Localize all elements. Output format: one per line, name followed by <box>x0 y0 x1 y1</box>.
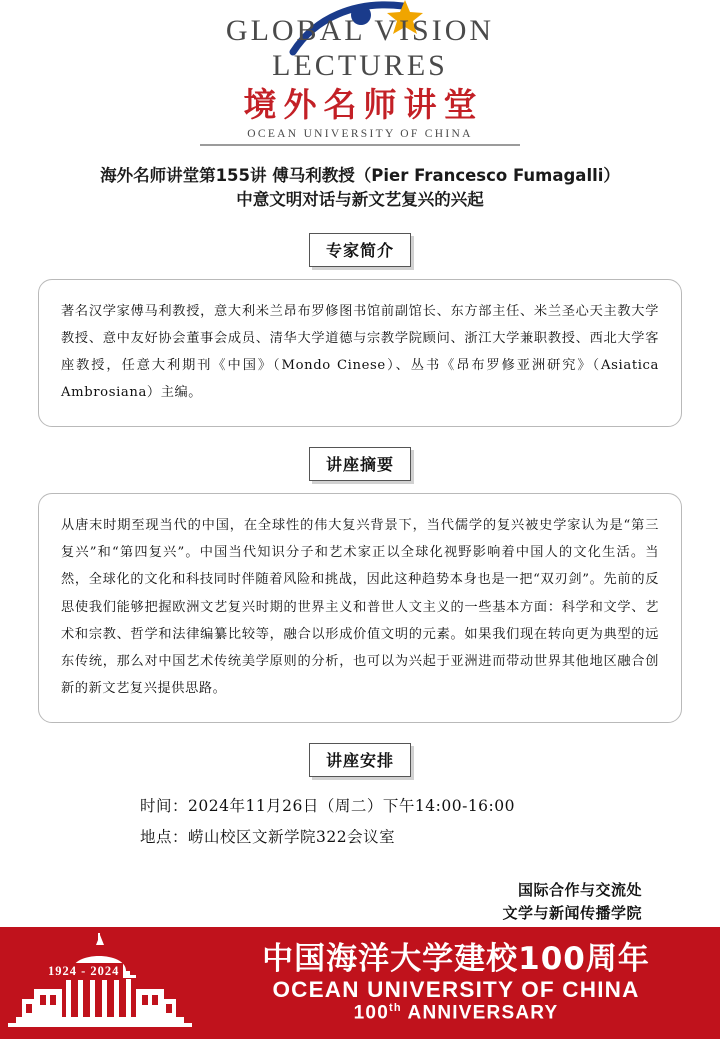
section-heading-schedule: 讲座安排 <box>309 743 411 777</box>
anniversary-banner <box>0 927 720 1039</box>
page-title <box>0 164 720 214</box>
schedule-time-value: 2024年11月26日（周二）下午14:00-16:00 <box>188 796 515 815</box>
abstract-text: 从唐末时期至现当代的中国，在全球性的伟大复兴背景下，当代儒学的复兴被史学家认为是“第三复兴”和“第四复兴”。中国当代知识分子和艺术家正以全球化视野影响着中国人的文化生活。当然，全球化的文化和科技同时伴随着风险和挑战，因此这种趋势本身也是一把“双刃剑”。先前的反思使我们能够把握欧洲文艺复兴时期的世界主义和普世人文主义的一些基本方面：科学和文学、艺术和宗教、哲学和法律编纂比较等，融合以形成价值文明的元素。如果我们现在转向更为典型的远东传统，那么对中国艺术传统美学原则的分析，也可以为兴起于亚洲进而带动世界其他地区融合创新的新文艺复兴提供思路。 <box>61 518 659 696</box>
organizer-line-2: 文学与新闻传播学院 <box>502 904 642 923</box>
logo-line-lectures: LECTURES <box>272 48 448 82</box>
anniversary-line-ordinal <box>200 1002 712 1024</box>
lecture-series-logo <box>0 0 720 146</box>
anniversary-word: ANNIVERSARY <box>401 1002 559 1024</box>
anniversary-ordinal-number: 100 <box>353 1002 389 1024</box>
logo-chinese-title: 境外名师讲堂 <box>243 85 484 124</box>
schedule-place-value: 崂山校区文新学院322会议室 <box>188 827 396 846</box>
speaker-bio-text: 著名汉学家傅马利教授，意大利米兰昂布罗修图书馆前副馆长、东方部主任、米兰圣心天主教大学教授、意中友好协会董事会成员、清华大学道德与宗教学院顾问、浙江大学兼职教授、西北大学客座教授，任意大利期刊《中国》（Mondo Cinese）、丛书《昂布罗修亚洲研究》（Asiatica Ambrosiana）主编。 <box>61 304 659 401</box>
organizer-line-1: 国际合作与交流处 <box>517 880 642 899</box>
schedule-place-label: 地点： <box>140 827 189 846</box>
anniversary-text <box>200 942 720 1024</box>
section-heading-speaker-bio: 专家简介 <box>309 233 411 267</box>
campus-building-icon <box>0 927 200 1039</box>
page-title-line-2: 中意文明对话与新文艺复兴的兴起 <box>236 190 484 210</box>
logo-inner <box>195 14 525 83</box>
organizer-signature <box>0 879 720 926</box>
section-heading-abstract: 讲座摘要 <box>309 447 411 481</box>
schedule-time-label: 时间： <box>140 796 189 815</box>
anniversary-years: 1924 - 2024 <box>44 963 123 980</box>
logo-line-global-vision: GLOBAL VISION <box>225 14 495 47</box>
section-heading-schedule-row <box>0 743 720 777</box>
abstract-box <box>38 493 682 722</box>
schedule-place-row <box>140 822 720 853</box>
anniversary-line-chinese: 中国海洋大学建校100周年 <box>262 940 650 977</box>
section-heading-speaker-bio-row <box>0 233 720 267</box>
speaker-bio-box <box>38 279 682 427</box>
logo-divider <box>200 144 520 146</box>
logo-university-name: OCEAN UNIVERSITY OF CHINA <box>247 127 473 140</box>
section-heading-abstract-row <box>0 447 720 481</box>
anniversary-line-english: OCEAN UNIVERSITY OF CHINA <box>272 976 640 1002</box>
schedule-time-row <box>140 791 720 822</box>
anniversary-banner-inner <box>0 927 720 1039</box>
schedule-details <box>0 791 720 853</box>
page-title-line-1: 海外名师讲堂第155讲 傅马利教授（Pier Francesco Fumagalli） <box>100 165 620 185</box>
anniversary-ordinal-suffix: th <box>388 1001 402 1014</box>
